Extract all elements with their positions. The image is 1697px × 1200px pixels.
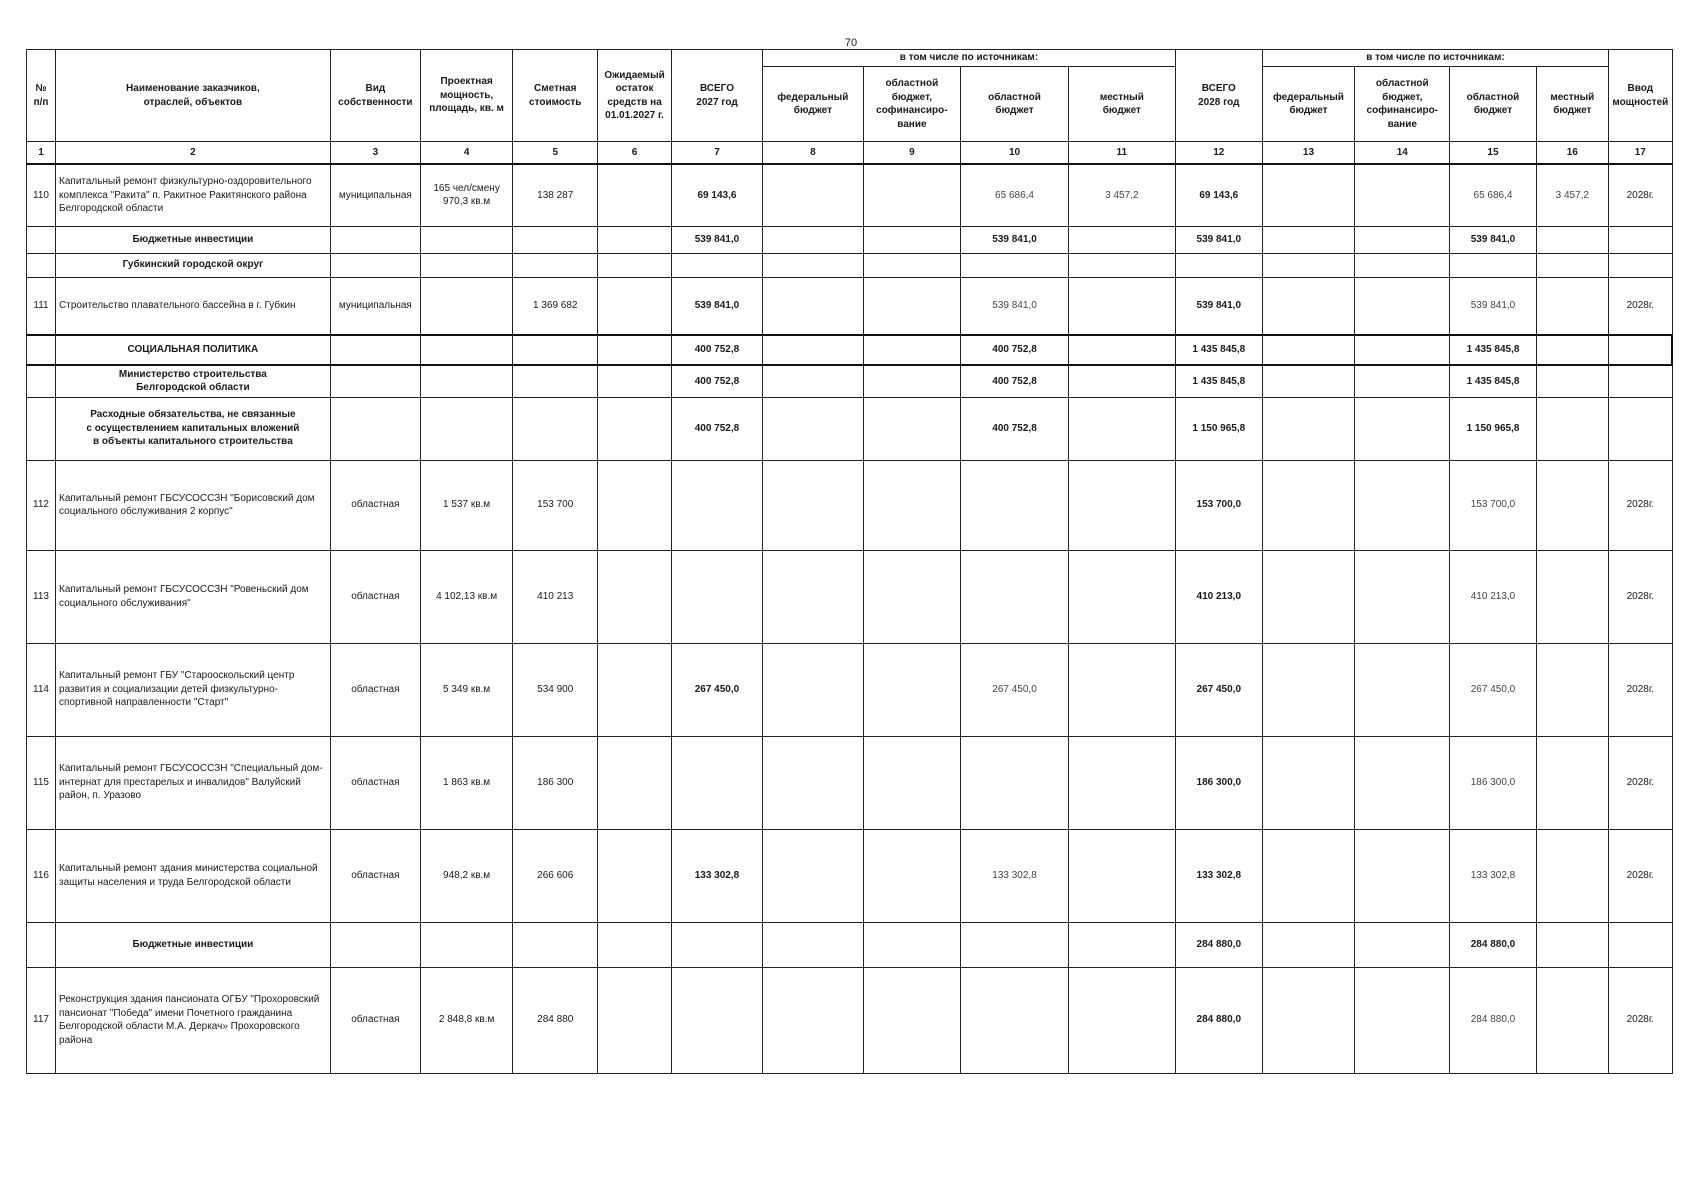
estimated-cost: 266 606: [513, 829, 598, 922]
table-row: [27, 736, 1673, 829]
empty-cell: [1355, 922, 1450, 967]
total-2027: 539 841,0: [671, 277, 762, 335]
ownership-type: областная: [330, 550, 420, 643]
summary-reg2027: [961, 922, 1069, 967]
empty-cell: [1262, 365, 1354, 397]
object-name: Реконструкция здания пансионата ОГБУ "Прохоровский пансионат "Победа" имени Почетного гражданина Белгородской области М.А. Деркач» Прохоровского района: [56, 967, 331, 1073]
empty-cell: [330, 226, 420, 253]
empty-cell: [1355, 335, 1450, 365]
design-capacity: 165 чел/смену 970,3 кв.м: [420, 164, 512, 226]
design-capacity: [420, 277, 512, 335]
total-2027: 69 143,6: [671, 164, 762, 226]
total-2027: [671, 967, 762, 1073]
empty-cell: [1609, 365, 1672, 397]
local-budget-2028: [1536, 277, 1609, 335]
column-number: 8: [763, 142, 864, 165]
column-number: 2: [56, 142, 331, 165]
object-name: Капитальный ремонт ГБСУСОССЗН "Борисовский дом социального обслуживания 2 корпус": [56, 460, 331, 550]
capital-investment-table: [26, 49, 1673, 1074]
empty-cell: [513, 922, 598, 967]
empty-cell: [763, 226, 864, 253]
local-budget-2028: [1536, 460, 1609, 550]
header-cofinancing-2028: областной бюджет, софинансиро- вание: [1355, 67, 1450, 142]
column-number: 14: [1355, 142, 1450, 165]
object-name: Капитальный ремонт здания министерства социальной защиты населения и труда Белгородской области: [56, 829, 331, 922]
estimated-cost: 410 213: [513, 550, 598, 643]
empty-cell: [598, 253, 672, 277]
column-number: 13: [1262, 142, 1354, 165]
estimated-cost: 153 700: [513, 460, 598, 550]
empty-cell: [513, 226, 598, 253]
empty-cell: [1355, 397, 1450, 460]
empty-cell: [330, 397, 420, 460]
federal-budget-2027: [763, 736, 864, 829]
cofinancing-2028: [1355, 550, 1450, 643]
summary-total2028: 1 435 845,8: [1175, 365, 1262, 397]
empty-cell: [513, 397, 598, 460]
column-number: 10: [961, 142, 1069, 165]
commissioning-year: 2028г.: [1609, 164, 1672, 226]
local-budget-2028: [1536, 736, 1609, 829]
regional-budget-2027: 267 450,0: [961, 643, 1069, 736]
regional-budget-2027: 65 686,4: [961, 164, 1069, 226]
empty-cell: [420, 922, 512, 967]
design-capacity: 1 537 кв.м: [420, 460, 512, 550]
header-total-2028: ВСЕГО 2028 год: [1175, 50, 1262, 142]
federal-budget-2027: [763, 643, 864, 736]
total-2027: [671, 460, 762, 550]
total-2027: 133 302,8: [671, 829, 762, 922]
empty-cell: [1068, 922, 1175, 967]
empty-cell: [1068, 226, 1175, 253]
total-2028: 186 300,0: [1175, 736, 1262, 829]
federal-budget-2027: [763, 967, 864, 1073]
empty-cell: [513, 365, 598, 397]
table-row: [27, 967, 1673, 1073]
row-number: 110: [27, 164, 56, 226]
header-remainder: Ожидаемый остаток средств на 01.01.2027 г.: [598, 50, 672, 142]
total-2028: 133 302,8: [1175, 829, 1262, 922]
header-total-2027: ВСЕГО 2027 год: [671, 50, 762, 142]
regional-budget-2028: 186 300,0: [1450, 736, 1536, 829]
summary-total2027: 400 752,8: [671, 335, 762, 365]
federal-budget-2027: [763, 550, 864, 643]
ownership-type: областная: [330, 460, 420, 550]
empty-cell: [330, 365, 420, 397]
empty-cell: [513, 335, 598, 365]
estimated-cost: 186 300: [513, 736, 598, 829]
row-number: 114: [27, 643, 56, 736]
summary-total2028: 1 435 845,8: [1175, 335, 1262, 365]
empty-cell: [1536, 922, 1609, 967]
empty-cell: [1262, 226, 1354, 253]
commissioning-year: 2028г.: [1609, 736, 1672, 829]
total-2027: [671, 736, 762, 829]
local-budget-2028: [1536, 550, 1609, 643]
row-number: 112: [27, 460, 56, 550]
federal-budget-2028: [1262, 829, 1354, 922]
local-budget-2028: [1536, 829, 1609, 922]
commissioning-year: 2028г.: [1609, 550, 1672, 643]
ownership-type: областная: [330, 643, 420, 736]
row-number: 117: [27, 967, 56, 1073]
cofinancing-2028: [1355, 460, 1450, 550]
column-number: 17: [1609, 142, 1672, 165]
federal-budget-2028: [1262, 460, 1354, 550]
federal-budget-2028: [1262, 164, 1354, 226]
table-row: [27, 550, 1673, 643]
regional-budget-2028: 153 700,0: [1450, 460, 1536, 550]
local-budget-2028: [1536, 643, 1609, 736]
header-num: № п/п: [27, 50, 56, 142]
empty-cell: [1262, 335, 1354, 365]
federal-budget-2028: [1262, 643, 1354, 736]
regional-budget-2027: [961, 736, 1069, 829]
summary-reg2027: 400 752,8: [961, 397, 1069, 460]
header-sources-2028: в том числе по источникам:: [1262, 50, 1608, 67]
empty-cell: [1609, 922, 1672, 967]
empty-cell: [330, 335, 420, 365]
column-number: 11: [1068, 142, 1175, 165]
cofinancing-2028: [1355, 164, 1450, 226]
empty-cell: [1355, 365, 1450, 397]
regional-budget-2028: 133 302,8: [1450, 829, 1536, 922]
header-ownership: Вид собственности: [330, 50, 420, 142]
empty-cell: [420, 335, 512, 365]
row-number: 111: [27, 277, 56, 335]
summary-reg2028: 284 880,0: [1450, 922, 1536, 967]
summary-total2027: 400 752,8: [671, 397, 762, 460]
summary-label: СОЦИАЛЬНАЯ ПОЛИТИКА: [56, 335, 331, 365]
empty-cell: [1355, 226, 1450, 253]
empty-cell: [1068, 365, 1175, 397]
estimated-cost: 1 369 682: [513, 277, 598, 335]
design-capacity: 2 848,8 кв.м: [420, 967, 512, 1073]
summary-row: [27, 335, 1673, 365]
object-name: Капитальный ремонт ГБСУСОССЗН "Специальный дом-интернат для престарелых и инвалидов" Валуйский район, п. Уразово: [56, 736, 331, 829]
object-name: Капитальный ремонт ГБСУСОССЗН "Ровеньский дом социального обслуживания": [56, 550, 331, 643]
header-federal-2027: федеральный бюджет: [763, 67, 864, 142]
federal-budget-2028: [1262, 736, 1354, 829]
expected-remainder: [598, 736, 672, 829]
column-number: 5: [513, 142, 598, 165]
header-regional-2028: областной бюджет: [1450, 67, 1536, 142]
empty-cell: [27, 397, 56, 460]
summary-total2027: [671, 253, 762, 277]
federal-budget-2028: [1262, 550, 1354, 643]
summary-row: [27, 226, 1673, 253]
table-body: [27, 164, 1673, 1073]
column-number: 9: [863, 142, 960, 165]
local-budget-2027: [1068, 277, 1175, 335]
total-2027: 267 450,0: [671, 643, 762, 736]
local-budget-2028: [1536, 967, 1609, 1073]
expected-remainder: [598, 460, 672, 550]
local-budget-2027: [1068, 643, 1175, 736]
federal-budget-2028: [1262, 277, 1354, 335]
empty-cell: [763, 253, 864, 277]
header-local-2028: местный бюджет: [1536, 67, 1609, 142]
expected-remainder: [598, 277, 672, 335]
cofinancing-2027: [863, 643, 960, 736]
ownership-type: муниципальная: [330, 164, 420, 226]
empty-cell: [598, 397, 672, 460]
column-number: 6: [598, 142, 672, 165]
empty-cell: [1068, 253, 1175, 277]
summary-total2028: 284 880,0: [1175, 922, 1262, 967]
total-2028: 153 700,0: [1175, 460, 1262, 550]
regional-budget-2027: [961, 460, 1069, 550]
expected-remainder: [598, 643, 672, 736]
empty-cell: [420, 253, 512, 277]
header-regional-2027: областной бюджет: [961, 67, 1069, 142]
estimated-cost: 534 900: [513, 643, 598, 736]
commissioning-year: 2028г.: [1609, 277, 1672, 335]
regional-budget-2027: [961, 550, 1069, 643]
summary-reg2027: 539 841,0: [961, 226, 1069, 253]
empty-cell: [513, 253, 598, 277]
cofinancing-2028: [1355, 829, 1450, 922]
federal-budget-2027: [763, 829, 864, 922]
empty-cell: [763, 397, 864, 460]
empty-cell: [27, 253, 56, 277]
summary-label: Министерство строительства Белгородской области: [56, 365, 331, 397]
empty-cell: [1536, 226, 1609, 253]
federal-budget-2027: [763, 277, 864, 335]
cofinancing-2027: [863, 967, 960, 1073]
summary-row: [27, 922, 1673, 967]
empty-cell: [598, 226, 672, 253]
row-number: 113: [27, 550, 56, 643]
empty-cell: [1609, 397, 1672, 460]
summary-reg2028: 1 435 845,8: [1450, 335, 1536, 365]
cofinancing-2028: [1355, 967, 1450, 1073]
cofinancing-2027: [863, 460, 960, 550]
commissioning-year: 2028г.: [1609, 643, 1672, 736]
expected-remainder: [598, 164, 672, 226]
header-federal-2028: федеральный бюджет: [1262, 67, 1354, 142]
summary-total2028: 1 150 965,8: [1175, 397, 1262, 460]
column-number: 7: [671, 142, 762, 165]
summary-total2027: 539 841,0: [671, 226, 762, 253]
cofinancing-2028: [1355, 643, 1450, 736]
regional-budget-2027: [961, 967, 1069, 1073]
empty-cell: [27, 335, 56, 365]
empty-cell: [863, 335, 960, 365]
object-name: Капитальный ремонт физкультурно-оздоровительного комплекса "Ракита" п. Ракитное Ракитянского района Белгородской области: [56, 164, 331, 226]
summary-reg2028: [1450, 253, 1536, 277]
header-cost: Сметная стоимость: [513, 50, 598, 142]
empty-cell: [330, 922, 420, 967]
empty-cell: [1609, 253, 1672, 277]
cofinancing-2027: [863, 164, 960, 226]
summary-row: [27, 397, 1673, 460]
empty-cell: [1536, 253, 1609, 277]
column-number: 12: [1175, 142, 1262, 165]
summary-total2028: 539 841,0: [1175, 226, 1262, 253]
empty-cell: [27, 226, 56, 253]
table-row: [27, 460, 1673, 550]
empty-cell: [1536, 397, 1609, 460]
cofinancing-2027: [863, 736, 960, 829]
local-budget-2027: [1068, 460, 1175, 550]
empty-cell: [1068, 397, 1175, 460]
summary-total2027: 400 752,8: [671, 365, 762, 397]
total-2028: 539 841,0: [1175, 277, 1262, 335]
total-2028: 284 880,0: [1175, 967, 1262, 1073]
local-budget-2027: [1068, 550, 1175, 643]
object-name: Строительство плавательного бассейна в г. Губкин: [56, 277, 331, 335]
empty-cell: [330, 253, 420, 277]
column-number: 1: [27, 142, 56, 165]
empty-cell: [863, 253, 960, 277]
summary-reg2028: 539 841,0: [1450, 226, 1536, 253]
summary-label: Губкинский городской округ: [56, 253, 331, 277]
row-number: 115: [27, 736, 56, 829]
table-row: [27, 164, 1673, 226]
summary-row: [27, 253, 1673, 277]
header-local-2027: местный бюджет: [1068, 67, 1175, 142]
expected-remainder: [598, 550, 672, 643]
header-capacity: Проектная мощность, площадь, кв. м: [420, 50, 512, 142]
estimated-cost: 138 287: [513, 164, 598, 226]
commissioning-year: 2028г.: [1609, 460, 1672, 550]
empty-cell: [1262, 397, 1354, 460]
summary-reg2027: 400 752,8: [961, 365, 1069, 397]
federal-budget-2027: [763, 460, 864, 550]
local-budget-2028: 3 457,2: [1536, 164, 1609, 226]
empty-cell: [420, 226, 512, 253]
ownership-type: областная: [330, 967, 420, 1073]
ownership-type: областная: [330, 736, 420, 829]
estimated-cost: 284 880: [513, 967, 598, 1073]
summary-total2027: [671, 922, 762, 967]
empty-cell: [1262, 253, 1354, 277]
empty-cell: [420, 365, 512, 397]
regional-budget-2028: 539 841,0: [1450, 277, 1536, 335]
empty-cell: [763, 335, 864, 365]
ownership-type: областная: [330, 829, 420, 922]
empty-cell: [1536, 335, 1609, 365]
commissioning-year: 2028г.: [1609, 967, 1672, 1073]
page-number: 70: [844, 37, 858, 49]
local-budget-2027: [1068, 736, 1175, 829]
summary-total2028: [1175, 253, 1262, 277]
column-number: 16: [1536, 142, 1609, 165]
cofinancing-2028: [1355, 277, 1450, 335]
empty-cell: [598, 335, 672, 365]
column-number: 4: [420, 142, 512, 165]
empty-cell: [863, 397, 960, 460]
summary-label: Расходные обязательства, не связанные с осуществлением капитальных вложений в объекты капитального строительства: [56, 397, 331, 460]
empty-cell: [1355, 253, 1450, 277]
header-commissioning: Ввод мощностей: [1609, 50, 1672, 142]
total-2028: 410 213,0: [1175, 550, 1262, 643]
design-capacity: 4 102,13 кв.м: [420, 550, 512, 643]
empty-cell: [763, 365, 864, 397]
total-2028: 69 143,6: [1175, 164, 1262, 226]
empty-cell: [763, 922, 864, 967]
header-cofinancing-2027: областной бюджет, софинансиро- вание: [863, 67, 960, 142]
empty-cell: [1068, 335, 1175, 365]
commissioning-year: 2028г.: [1609, 829, 1672, 922]
empty-cell: [598, 922, 672, 967]
empty-cell: [863, 365, 960, 397]
column-number: 15: [1450, 142, 1536, 165]
regional-budget-2028: 65 686,4: [1450, 164, 1536, 226]
empty-cell: [420, 397, 512, 460]
empty-cell: [863, 922, 960, 967]
empty-cell: [1609, 335, 1672, 365]
empty-cell: [27, 922, 56, 967]
row-number: 116: [27, 829, 56, 922]
summary-reg2027: [961, 253, 1069, 277]
header-name: Наименование заказчиков, отраслей, объектов: [56, 50, 331, 142]
empty-cell: [863, 226, 960, 253]
regional-budget-2027: 539 841,0: [961, 277, 1069, 335]
cofinancing-2027: [863, 829, 960, 922]
regional-budget-2028: 267 450,0: [1450, 643, 1536, 736]
column-number-row: [27, 142, 1673, 165]
empty-cell: [598, 365, 672, 397]
summary-reg2028: 1 150 965,8: [1450, 397, 1536, 460]
ownership-type: муниципальная: [330, 277, 420, 335]
total-2028: 267 450,0: [1175, 643, 1262, 736]
expected-remainder: [598, 967, 672, 1073]
empty-cell: [1609, 226, 1672, 253]
table-row: [27, 829, 1673, 922]
cofinancing-2027: [863, 550, 960, 643]
summary-row: [27, 365, 1673, 397]
summary-label: Бюджетные инвестиции: [56, 226, 331, 253]
total-2027: [671, 550, 762, 643]
summary-label: Бюджетные инвестиции: [56, 922, 331, 967]
local-budget-2027: 3 457,2: [1068, 164, 1175, 226]
regional-budget-2028: 284 880,0: [1450, 967, 1536, 1073]
federal-budget-2028: [1262, 967, 1354, 1073]
local-budget-2027: [1068, 829, 1175, 922]
summary-reg2028: 1 435 845,8: [1450, 365, 1536, 397]
design-capacity: 948,2 кв.м: [420, 829, 512, 922]
table-row: [27, 277, 1673, 335]
empty-cell: [1536, 365, 1609, 397]
regional-budget-2027: 133 302,8: [961, 829, 1069, 922]
design-capacity: 5 349 кв.м: [420, 643, 512, 736]
cofinancing-2028: [1355, 736, 1450, 829]
header-sources-2027: в том числе по источникам:: [763, 50, 1176, 67]
summary-reg2027: 400 752,8: [961, 335, 1069, 365]
design-capacity: 1 863 кв.м: [420, 736, 512, 829]
empty-cell: [1262, 922, 1354, 967]
column-number: 3: [330, 142, 420, 165]
federal-budget-2027: [763, 164, 864, 226]
cofinancing-2027: [863, 277, 960, 335]
expected-remainder: [598, 829, 672, 922]
local-budget-2027: [1068, 967, 1175, 1073]
empty-cell: [27, 365, 56, 397]
object-name: Капитальный ремонт ГБУ "Старооскольский центр развития и социализации детей физкультурно-спортивной направленности "Старт": [56, 643, 331, 736]
table-row: [27, 643, 1673, 736]
regional-budget-2028: 410 213,0: [1450, 550, 1536, 643]
